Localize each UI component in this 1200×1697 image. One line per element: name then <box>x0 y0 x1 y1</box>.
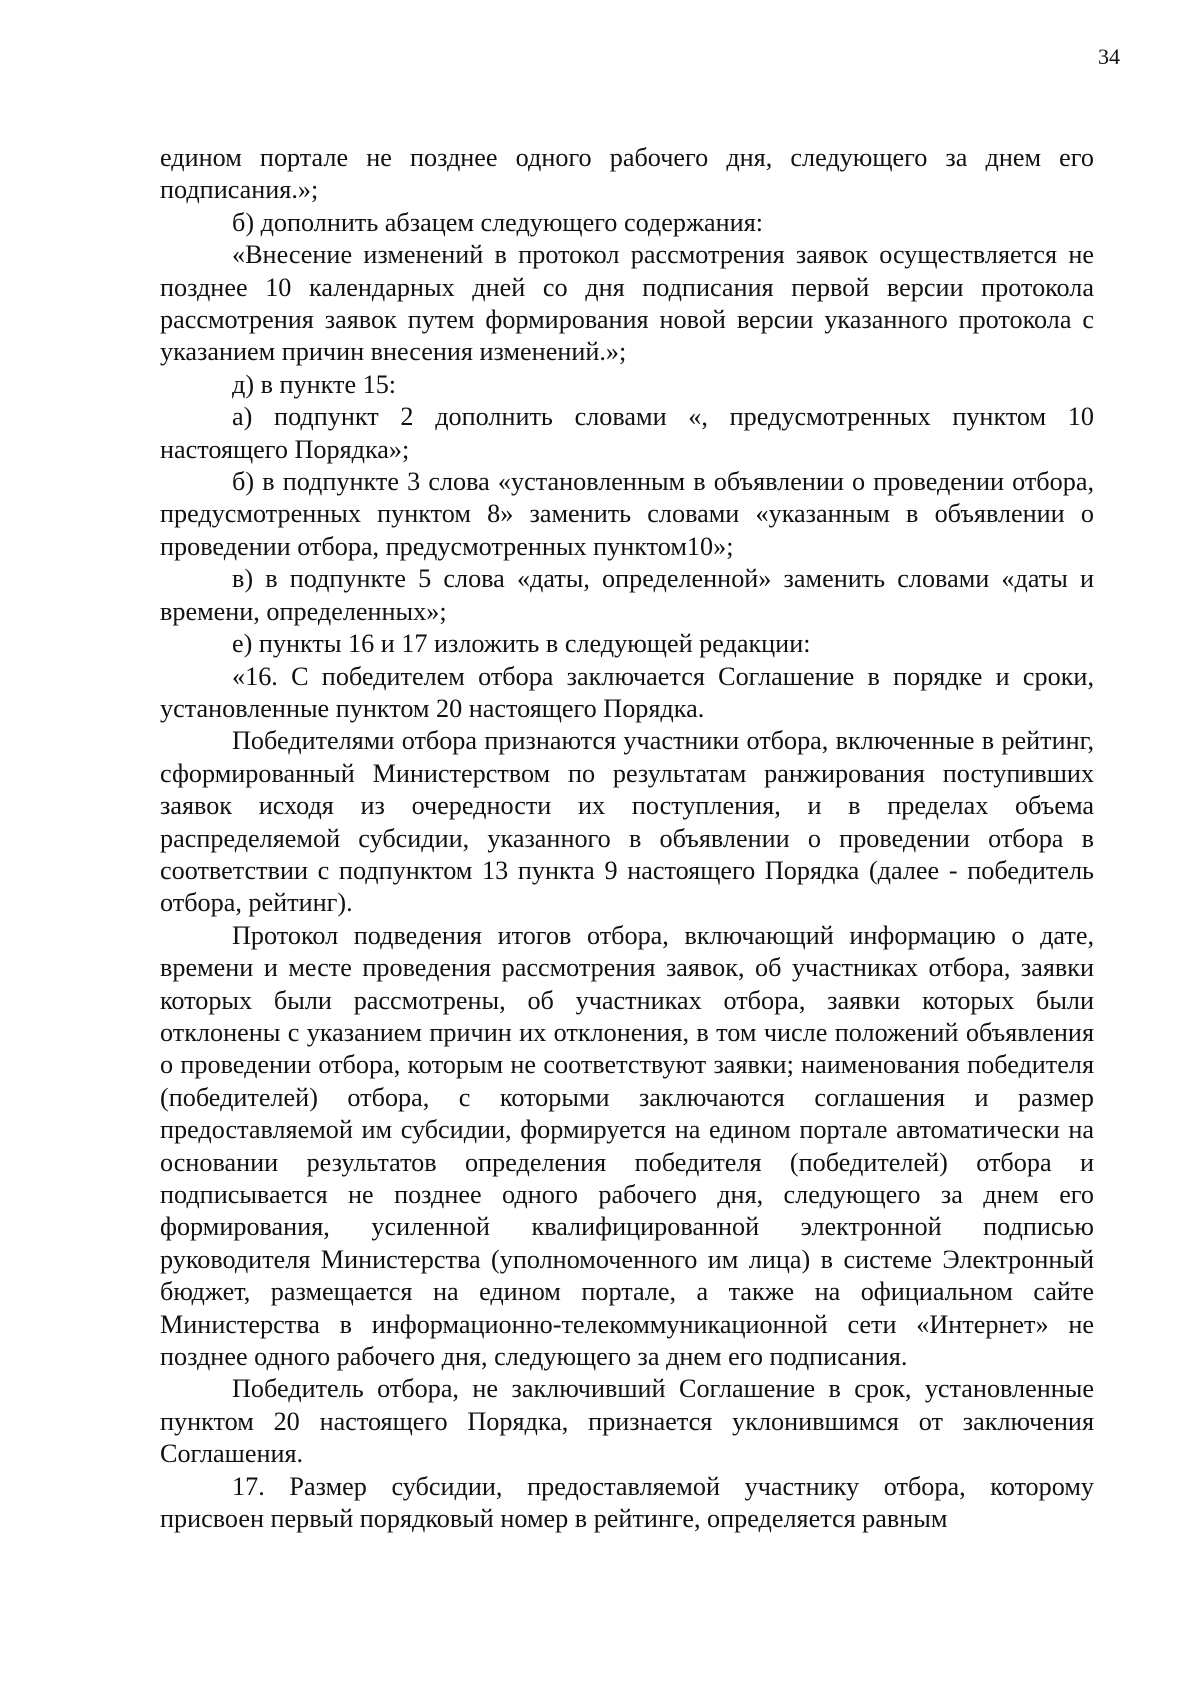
paragraph: «Внесение изменений в протокол рассмотрения заявок осуществляется не позднее 10 календарных дней со дня подписания первой версии протокола рассмотрения заявок путем формирования новой версии указанного протокола с указанием причин внесения изменений.»; <box>160 240 1094 367</box>
paragraph: Победитель отбора, не заключивший Соглашение в срок, установленные пунктом 20 настоящего Порядка, признается уклонившимся от заключения Соглашения. <box>160 1374 1094 1469</box>
paragraph: едином портале не позднее одного рабочего дня, следующего за днем его подписания.»; <box>160 143 1094 205</box>
paragraph: б) дополнить абзацем следующего содержания: <box>232 207 764 237</box>
document-body <box>160 142 1094 1535</box>
paragraph: а) подпункт 2 дополнить словами «, предусмотренных пунктом 10 настоящего Порядка»; <box>160 402 1094 464</box>
paragraph: 17. Размер субсидии, предоставляемой участнику отбора, которому присвоен первый порядковый номер в рейтинге, определяется равным <box>160 1471 1094 1534</box>
paragraph: Протокол подведения итогов отбора, включающий информацию о дате, времени и месте проведения рассмотрения заявок, об участниках отбора, заявки которых были рассмотрены, об участниках отбора, заявки которых были отклонены с указанием причин их отклонения, в том числе положений объявления о проведении отбора, которым не соответствуют заявки; наименования победителя (победителей) отбора, с которыми заключаются соглашения и размер предоставляемой им субсидии, формируется на едином портале автоматически на основании результатов определения победителя (победителей) отбора и подписывается не позднее одного рабочего дня, следующего за днем его формирования, усиленной квалифицированной электронной подписью руководителя Министерства (уполномоченного им лица) в системе Электронный бюджет, размещается на едином портале, а также на официальном сайте Министерства в информационно-телекоммуникационной сети «Интернет» не позднее одного рабочего дня, следующего за днем его подписания. <box>160 920 1094 1372</box>
paragraph: Победителями отбора признаются участники отбора, включенные в рейтинг, сформированный Министерством по результатам ранжирования поступивших заявок исходя из очередности их поступления, и в пределах объема распределяемой субсидии, указанного в объявлении о проведении отбора в соответствии с подпунктом 13 пункта 9 настоящего Порядка (далее - победитель отбора, рейтинг). <box>160 726 1094 918</box>
paragraph: б) в подпункте 3 слова «установленным в объявлении о проведении отбора, предусмотренных пунктом 8» заменить словами «указанным в объявлении о проведении отбора, предусмотренных пунктом10»; <box>160 467 1094 561</box>
paragraph: в) в подпункте 5 слова «даты, определенной» заменить словами «даты и времени, определенных»; <box>160 564 1094 626</box>
paragraph: д) в пункте 15: <box>232 369 397 399</box>
paragraph: е) пункты 16 и 17 изложить в следующей редакции: <box>232 629 811 659</box>
page-number: 34 <box>1098 44 1120 69</box>
paragraph: «16. С победителем отбора заключается Соглашение в порядке и сроки, установленные пунктом 20 настоящего Порядка. <box>160 661 1094 723</box>
